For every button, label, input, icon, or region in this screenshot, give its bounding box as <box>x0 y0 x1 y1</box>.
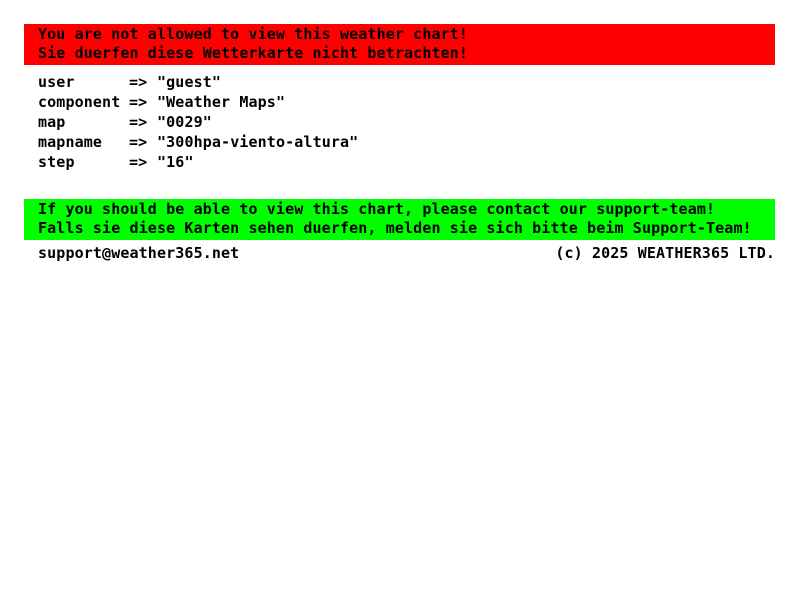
error-banner <box>24 24 775 65</box>
param-row-component <box>38 92 358 112</box>
param-value-map: "0029" <box>157 113 212 131</box>
support-line-de: Falls sie diese Karten sehen duerfen, melden sie sich bitte beim Support-Team! <box>38 219 752 237</box>
support-email: support@weather365.net <box>38 244 240 262</box>
arrow-glyph: => <box>129 153 148 171</box>
param-value-component: "Weather Maps" <box>157 93 286 111</box>
copyright-text: (c) 2025 WEATHER365 LTD. <box>555 244 775 262</box>
arrow-glyph: => <box>129 113 148 131</box>
param-row-step <box>38 152 358 172</box>
param-key-component: component <box>38 93 121 111</box>
param-key-step: step <box>38 153 75 171</box>
param-value-step: "16" <box>157 153 194 171</box>
param-key-map: map <box>38 113 66 131</box>
footer <box>38 243 775 263</box>
support-line-en: If you should be able to view this chart, please contact our support-team! <box>38 200 716 218</box>
param-value-user: "guest" <box>157 73 222 91</box>
error-line-en: You are not allowed to view this weather chart! <box>38 25 469 43</box>
param-value-mapname: "300hpa-viento-altura" <box>157 133 359 151</box>
param-row-user <box>38 72 358 92</box>
arrow-glyph: => <box>129 93 148 111</box>
param-key-user: user <box>38 73 75 91</box>
support-banner <box>24 199 775 240</box>
request-params <box>38 72 358 172</box>
error-line-de: Sie duerfen diese Wetterkarte nicht betrachten! <box>38 44 469 62</box>
param-key-mapname: mapname <box>38 133 103 151</box>
param-row-mapname <box>38 132 358 152</box>
arrow-glyph: => <box>129 73 148 91</box>
arrow-glyph: => <box>129 133 148 151</box>
param-row-map <box>38 112 358 132</box>
